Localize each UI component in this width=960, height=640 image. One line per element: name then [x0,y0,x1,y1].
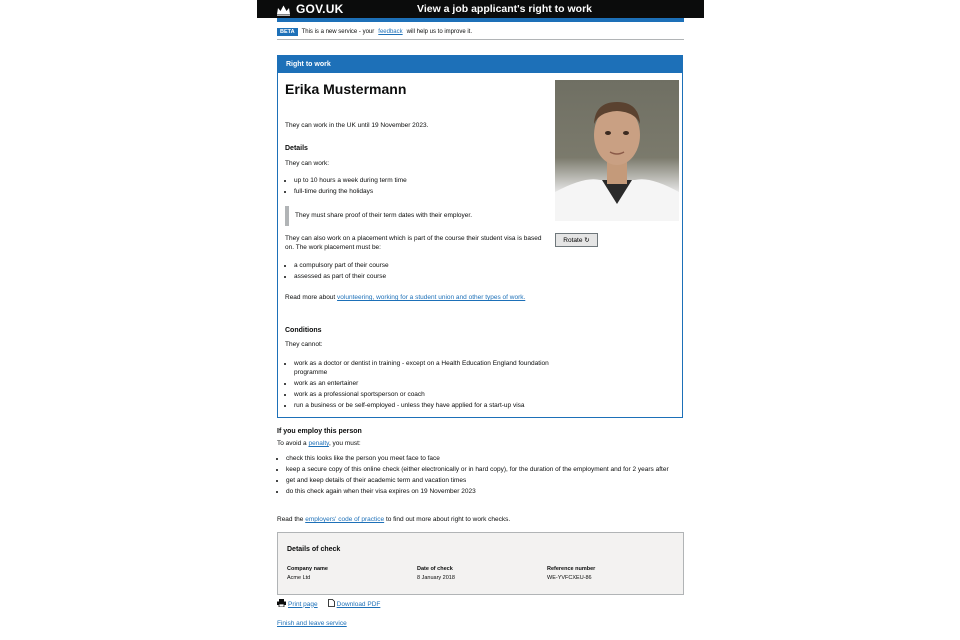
penalty-link[interactable]: penalty [308,440,329,447]
reference-label: Reference number [547,566,596,572]
list-item: • a compulsory part of their course [294,260,549,271]
employer-duties-list [277,454,691,498]
right-to-work-panel [277,55,683,418]
header-accent-bar [277,18,684,22]
list-item: • keep a secure copy of this online check (either electronically or in hard copy), for the duration of the employment and for 2 years after [286,465,691,474]
can-work-list [285,175,549,197]
date-value: 8 January 2018 [417,575,455,581]
check-details-box [277,532,684,595]
read-more-text [285,293,547,302]
download-pdf-link[interactable]: Download PDF [336,600,381,608]
read-suffix: to find out more about right to work checks. [385,516,511,523]
list-item: • assessed as part of their course [294,271,549,282]
page-actions [277,599,380,609]
service-name[interactable]: View a job applicant's right to work [417,3,592,15]
company-value: Acme Ltd [287,575,311,581]
list-item: • get and keep details of their academic term and vacation times [286,476,691,485]
placement-text: They can also work on a placement which is part of the course their student visa is based on. The work placement must be: [285,235,542,251]
placement-list [285,260,549,282]
print-page-link[interactable]: Print page [288,600,318,608]
feedback-link[interactable]: feedback [378,29,403,35]
check-details-heading: Details of check [287,546,341,553]
govuk-logo[interactable] [276,2,343,16]
employ-lead-suffix: , you must: [328,440,361,447]
list-item: • work as an entertainer [294,379,549,388]
list-item: • full-time during the holidays [294,186,549,197]
date-column [417,565,455,583]
conditions-heading: Conditions [285,327,322,334]
phase-text-after: will help us to improve it. [406,29,472,35]
work-until-text: They can work in the UK until 19 November 2023. [285,122,429,129]
list-item: • up to 10 hours a week during term time [294,175,549,186]
site-header [257,0,704,18]
phase-text-before: This is a new service - your [301,29,375,35]
phase-banner [277,26,684,40]
code-of-practice-text [277,515,510,524]
employ-lead-prefix: To avoid a [277,440,307,447]
read-more-prefix: Read more about [285,294,336,301]
list-item: • work as a doctor or dentist in training - except on a Health Education England foundation programme [294,359,549,377]
print-action[interactable] [277,599,318,609]
document-icon [328,599,335,609]
finish-service-link[interactable]: Finish and leave service [277,620,347,627]
list-item: • do this check again when their visa expires on 19 November 2023 [286,487,691,496]
crown-icon [276,3,291,15]
list-item: • check this looks like the person you meet face to face [286,454,691,463]
company-label: Company name [287,566,328,572]
person-name: Erika Mustermann [285,81,407,97]
read-prefix: Read the [277,516,304,523]
code-of-practice-link[interactable]: employers' code of practice [305,516,385,523]
employ-lead [277,439,361,448]
other-work-link[interactable]: volunteering, working for a student union and other types of work. [337,294,526,301]
applicant-photo [555,80,679,221]
inset-text: They must share proof of their term dates with their employer. [285,206,535,226]
cannot-lead: They cannot: [285,341,323,348]
reference-value: WE-YVFCXEU-86 [547,575,592,581]
rotate-button[interactable]: Rotate ↻ [555,233,598,247]
reference-column [547,565,595,583]
company-column [287,565,328,583]
cannot-list [285,359,549,412]
employ-heading: If you employ this person [277,428,362,435]
logo-text: GOV.UK [296,2,344,16]
can-work-lead: They can work: [285,160,330,167]
printer-icon [277,599,286,609]
list-item: • run a business or be self-employed - unless they have applied for a start-up visa [294,401,549,410]
list-item: • work as a professional sportsperson or coach [294,390,549,399]
panel-heading: Right to work [278,56,682,73]
details-heading: Details [285,145,308,152]
beta-tag: BETA [277,28,298,36]
download-action[interactable] [328,599,381,609]
date-label: Date of check [417,566,453,572]
